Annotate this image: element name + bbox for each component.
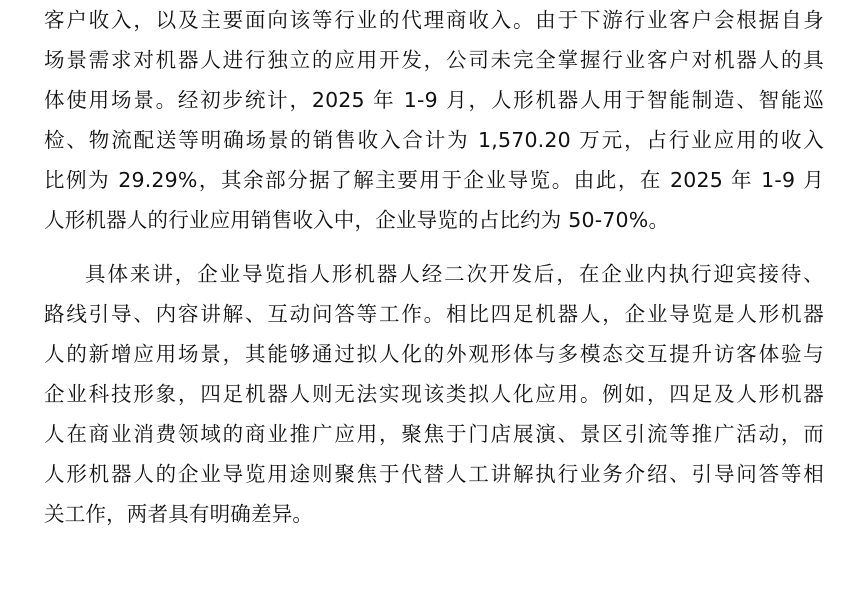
- text-line: 路线引导、内容讲解、互动问答等工作。相比四足机器人，企业导览是人形机器: [44, 302, 824, 326]
- text-line: 企业科技形象，四足机器人则无法实现该类拟人化应用。例如，四足及人形机器: [44, 382, 824, 406]
- text-line: 客户收入，以及主要面向该等行业的代理商收入。由于下游行业客户会根据自身: [44, 8, 824, 32]
- text-line: 场景需求对机器人进行独立的应用开发，公司未完全掌握行业客户对机器人的具: [44, 48, 824, 72]
- text-line: 体使用场景。经初步统计，2025 年 1-9 月，人形机器人用于智能制造、智能巡: [44, 88, 824, 112]
- paragraph-enterprise-guide: [44, 254, 824, 534]
- paragraph-revenue: [44, 0, 824, 240]
- text-line: 比例为 29.29%，其余部分据了解主要用于企业导览。由此，在 2025 年 1-9 月: [44, 168, 824, 192]
- text-line: 具体来讲，企业导览指人形机器人经二次开发后，在企业内执行迎宾接待、: [85, 262, 824, 286]
- text-line: 人形机器人的企业导览用途则聚焦于代替人工讲解执行业务介绍、引导问答等相: [44, 462, 824, 486]
- text-line: 关工作，两者具有明确差异。: [44, 502, 314, 526]
- document-body: [44, 0, 824, 534]
- text-line: 检、物流配送等明确场景的销售收入合计为 1,570.20 万元，占行业应用的收入: [44, 128, 824, 152]
- text-line: 人形机器人的行业应用销售收入中，企业导览的占比约为 50-70%。: [44, 208, 670, 232]
- text-line: 人在商业消费领域的商业推广应用，聚焦于门店展演、景区引流等推广活动，而: [44, 422, 824, 446]
- text-line: 人的新增应用场景，其能够通过拟人化的外观形体与多模态交互提升访客体验与: [44, 342, 824, 366]
- paragraph-spacer: [44, 240, 824, 254]
